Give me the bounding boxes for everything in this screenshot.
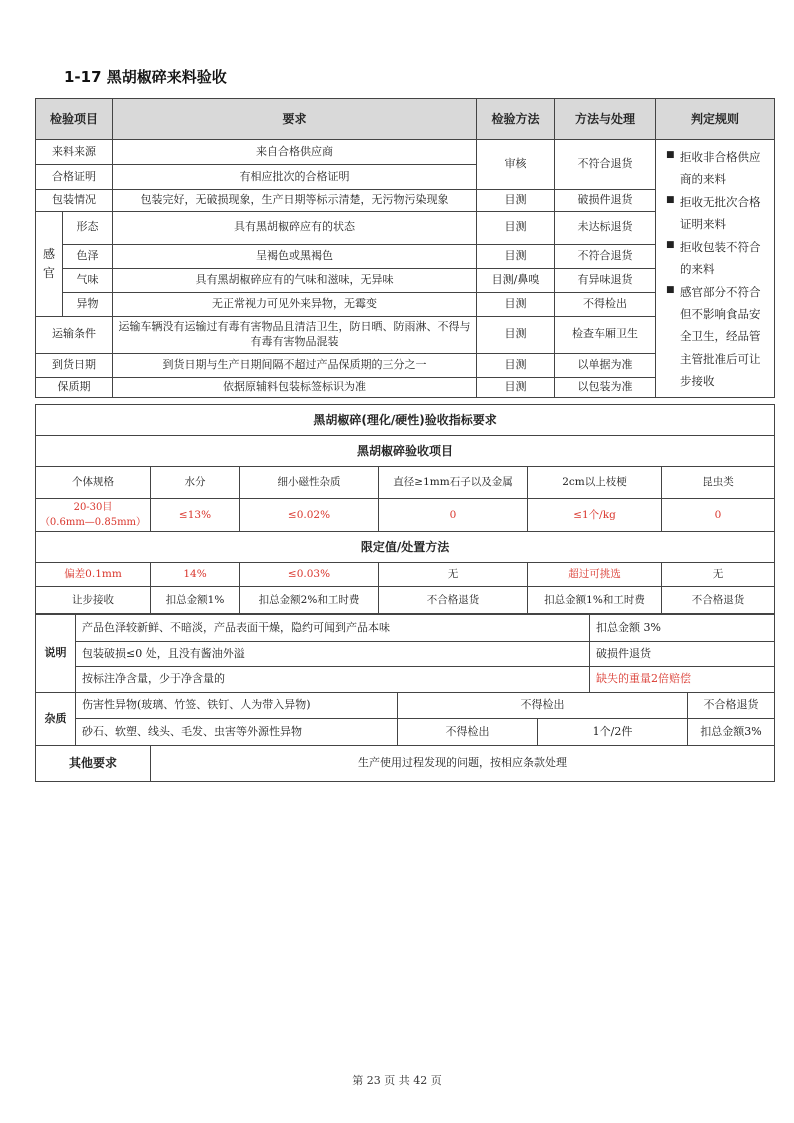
item-cell: 来料来源 bbox=[36, 140, 113, 165]
requirement-cell: 到货日期与生产日期间隔不超过产品保质期的三分之一 bbox=[113, 353, 477, 377]
impurity-row bbox=[36, 693, 775, 719]
value-cell: ≤1个/kg bbox=[528, 499, 662, 532]
requirement-cell: 来自合格供应商 bbox=[113, 140, 477, 165]
note-row bbox=[36, 615, 775, 642]
item-cell: 运输条件 bbox=[36, 316, 113, 353]
section-title: 黑胡椒碎(理化/硬性)验收指标要求 bbox=[36, 405, 775, 436]
item-cell: 合格证明 bbox=[36, 165, 113, 190]
column-header: 细小磁性杂质 bbox=[240, 467, 379, 499]
other-text: 生产使用过程发现的问题，按相应条款处理 bbox=[151, 746, 775, 782]
method-cell: 目测 bbox=[477, 353, 555, 377]
spec-line: （0.6mm—0.85mm） bbox=[39, 517, 147, 528]
spec-line: 20-30目 bbox=[73, 502, 113, 513]
table-row bbox=[36, 587, 775, 614]
impurity-result: 扣总金额3% bbox=[688, 719, 775, 746]
judge-rule: ■ 拒收包装不符合的来料 bbox=[666, 236, 770, 281]
notes-table bbox=[35, 614, 775, 782]
page-footer: 第 23 页 共 42 页 bbox=[352, 1074, 442, 1087]
note-text: 按标注净含量，少于净含量的 bbox=[76, 667, 590, 693]
method-cell: 目测 bbox=[477, 190, 555, 212]
section-row bbox=[36, 405, 775, 436]
square-bullet-icon: ■ bbox=[666, 150, 675, 160]
requirement-cell: 呈褐色或黑褐色 bbox=[113, 244, 477, 268]
other-label: 其他要求 bbox=[36, 746, 151, 782]
table-row bbox=[36, 140, 775, 165]
requirement-cell: 依据原辅料包装标签标识为准 bbox=[113, 377, 477, 397]
indicator-table bbox=[35, 404, 775, 614]
column-header: 水分 bbox=[151, 467, 240, 499]
square-bullet-icon: ■ bbox=[666, 239, 675, 250]
value-cell: ≤0.02% bbox=[240, 499, 379, 532]
action-cell: 不合格退货 bbox=[379, 587, 528, 614]
method-cell: 目测 bbox=[477, 316, 555, 353]
note-row bbox=[36, 642, 775, 667]
method-cell: 目测 bbox=[477, 377, 555, 397]
item-cell: 异物 bbox=[63, 292, 113, 316]
note-row bbox=[36, 667, 775, 693]
note-label: 说明 bbox=[36, 615, 76, 693]
requirement-cell: 无正常视力可见外来异物，无霉变 bbox=[113, 292, 477, 316]
limit-cell: 偏差0.1mm bbox=[36, 563, 151, 587]
limit-cell: 超过可挑选 bbox=[528, 563, 662, 587]
item-cell: 包装情况 bbox=[36, 190, 113, 212]
limit-cell: ≤0.03% bbox=[240, 563, 379, 587]
method-cell: 目测 bbox=[477, 244, 555, 268]
table-row bbox=[36, 563, 775, 587]
column-header: 直径≥1mm石子以及金属 bbox=[379, 467, 528, 499]
impurity-detect: 不得检出 bbox=[398, 693, 688, 719]
impurity-row bbox=[36, 719, 775, 746]
header-requirement: 要求 bbox=[113, 99, 477, 140]
impurity-result: 不合格退货 bbox=[688, 693, 775, 719]
note-result: 破损件退货 bbox=[590, 642, 775, 667]
judge-rule: ■ 拒收无批次合格证明来料 bbox=[666, 191, 770, 236]
judge-rule: ■ 感官部分不符合但不影响食品安全卫生，经品管主管批准后可让步接收 bbox=[666, 281, 770, 393]
item-cell: 保质期 bbox=[36, 377, 113, 397]
requirement-cell: 运输车辆没有运输过有毒有害物品且清洁卫生，防日晒、防雨淋、不得与有毒有害物品混装 bbox=[113, 316, 477, 353]
action-cell: 不合格退货 bbox=[662, 587, 775, 614]
method-cell: 审核 bbox=[477, 140, 555, 190]
limit-cell: 无 bbox=[662, 563, 775, 587]
column-header: 2cm以上枝梗 bbox=[528, 467, 662, 499]
header-handling: 方法与处理 bbox=[555, 99, 656, 140]
sense-group-label: 感官 bbox=[36, 212, 63, 317]
impurity-text: 伤害性异物(玻璃、竹签、铁钉、人为带入异物) bbox=[76, 693, 398, 719]
method-cell: 目测/鼻嗅 bbox=[477, 268, 555, 292]
requirement-cell: 包装完好，无破损现象，生产日期等标示清楚，无污物污染现象 bbox=[113, 190, 477, 212]
note-result: 扣总金额 3% bbox=[590, 615, 775, 642]
item-cell: 形态 bbox=[63, 212, 113, 245]
column-header: 昆虫类 bbox=[662, 467, 775, 499]
value-cell: ≤13% bbox=[151, 499, 240, 532]
header-item: 检验项目 bbox=[36, 99, 113, 140]
handling-cell: 未达标退货 bbox=[555, 212, 656, 245]
impurity-count: 1个/2件 bbox=[538, 719, 688, 746]
table-header-row bbox=[36, 99, 775, 140]
table-header-row bbox=[36, 467, 775, 499]
action-cell: 让步接收 bbox=[36, 587, 151, 614]
note-result: 缺失的重量2倍赔偿 bbox=[590, 667, 775, 693]
limit-cell: 14% bbox=[151, 563, 240, 587]
limit-cell: 无 bbox=[379, 563, 528, 587]
other-row bbox=[36, 746, 775, 782]
page-title: 1-17 黑胡椒碎来料验收 bbox=[64, 68, 227, 86]
requirement-cell: 具有黑胡椒碎应有的状态 bbox=[113, 212, 477, 245]
item-cell: 到货日期 bbox=[36, 353, 113, 377]
note-text: 包装破损≤0 处，且没有酱油外溢 bbox=[76, 642, 590, 667]
item-cell: 气味 bbox=[63, 268, 113, 292]
impurity-detect: 不得检出 bbox=[398, 719, 538, 746]
requirement-cell: 有相应批次的合格证明 bbox=[113, 165, 477, 190]
handling-cell: 破损件退货 bbox=[555, 190, 656, 212]
value-cell: 0 bbox=[379, 499, 528, 532]
section-row bbox=[36, 436, 775, 467]
method-cell: 目测 bbox=[477, 212, 555, 245]
header-judge: 判定规则 bbox=[656, 99, 775, 140]
section-row bbox=[36, 532, 775, 563]
action-cell: 扣总金额1%和工时费 bbox=[528, 587, 662, 614]
handling-cell: 以包装为准 bbox=[555, 377, 656, 397]
section-title: 黑胡椒碎验收项目 bbox=[36, 436, 775, 467]
judge-rule: ■ 拒收非合格供应商的来料 bbox=[666, 146, 770, 191]
handling-cell: 不符合退货 bbox=[555, 140, 656, 190]
handling-cell: 检查车厢卫生 bbox=[555, 316, 656, 353]
column-header: 个体规格 bbox=[36, 467, 151, 499]
method-cell: 目测 bbox=[477, 292, 555, 316]
judge-rules-cell bbox=[656, 140, 775, 398]
spec-cell bbox=[36, 499, 151, 532]
action-cell: 扣总金额2%和工时费 bbox=[240, 587, 379, 614]
handling-cell: 以单据为准 bbox=[555, 353, 656, 377]
section-title: 限定值/处置方法 bbox=[36, 532, 775, 563]
table-row bbox=[36, 499, 775, 532]
header-method: 检验方法 bbox=[477, 99, 555, 140]
requirement-cell: 具有黑胡椒碎应有的气味和滋味，无异味 bbox=[113, 268, 477, 292]
square-bullet-icon: ■ bbox=[666, 194, 675, 205]
handling-cell: 不符合退货 bbox=[555, 244, 656, 268]
note-text: 产品色泽较新鲜、不暗淡，产品表面干燥，隐约可闻到产品本味 bbox=[76, 615, 590, 642]
handling-cell: 不得检出 bbox=[555, 292, 656, 316]
impurity-label: 杂质 bbox=[36, 693, 76, 746]
impurity-text: 砂石、软塑、线头、毛发、虫害等外源性异物 bbox=[76, 719, 398, 746]
item-cell: 色泽 bbox=[63, 244, 113, 268]
handling-cell: 有异味退货 bbox=[555, 268, 656, 292]
action-cell: 扣总金额1% bbox=[151, 587, 240, 614]
value-cell: 0 bbox=[662, 499, 775, 532]
square-bullet-icon: ■ bbox=[666, 284, 675, 295]
inspection-table bbox=[35, 98, 775, 398]
